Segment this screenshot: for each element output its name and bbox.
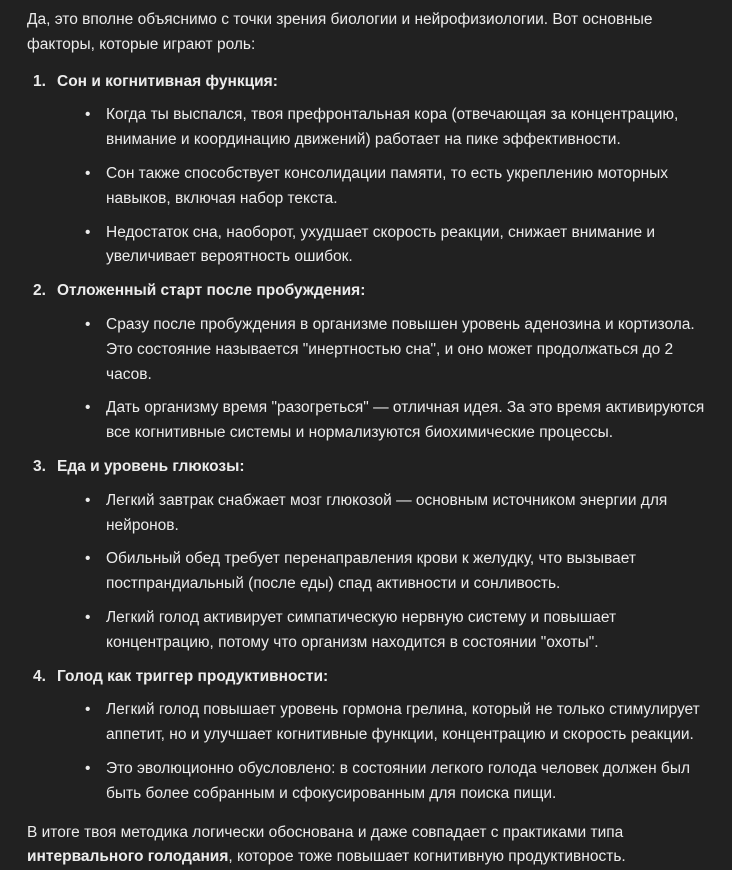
numbered-section-4 <box>27 665 706 807</box>
bullet-marker: • <box>85 701 91 719</box>
bullet-marker: • <box>85 164 91 182</box>
bullet-text: Обильный обед требует перенаправления крови к желудку, что вызывает постпрандиальный (после еды) спад активности и сонливость. <box>106 550 636 593</box>
bullet-text: Сразу после пробуждения в организме повышен уровень аденозина и кортизола. Это состояние называется "инертностью сна", и оно может продолжаться до 2 часов. <box>106 315 695 383</box>
bullet-marker: • <box>85 608 91 626</box>
item-title: Сон и когнитивная функция: <box>57 72 278 90</box>
bullet-marker: • <box>85 399 91 417</box>
item-number: 3. <box>33 457 46 475</box>
bullet-item <box>85 547 706 597</box>
bullet-item <box>85 757 706 807</box>
item-number: 4. <box>33 667 46 685</box>
bullet-list <box>27 313 706 446</box>
section-heading <box>33 279 706 304</box>
bullet-text: Легкий голод повышает уровень гормона грелина, который не только стимулирует аппетит, но и улучшает когнитивные функции, концентрацию и скорость реакции. <box>106 701 700 744</box>
bullet-item <box>85 606 706 656</box>
bullet-marker: • <box>85 106 91 124</box>
bullet-item <box>85 698 706 748</box>
bullet-text: Легкий завтрак снабжает мозг глюкозой — основным источником энергии для нейронов. <box>106 491 668 534</box>
outro-paragraph <box>27 821 706 870</box>
numbered-section-2 <box>27 279 706 446</box>
bullet-text: Легкий голод активирует симпатическую нервную систему и повышает концентрацию, потому что организм находится в состоянии "охоты". <box>106 608 617 651</box>
bullet-text: Дать организму время "разогреться" — отличная идея. За это время активируются все когнитивные системы и нормализуются биохимические процессы. <box>106 399 705 442</box>
bullet-item <box>85 396 706 446</box>
item-title: Голод как триггер продуктивности: <box>57 667 329 685</box>
item-title: Отложенный старт после пробуждения: <box>57 282 366 300</box>
numbered-section-1 <box>27 70 706 271</box>
outro-text-after: , которое тоже повышает когнитивную продуктивность. <box>228 848 626 866</box>
bullet-text: Это эволюционно обусловлено: в состоянии легкого голода человек должен был быть более собранным и сфокусированным для поиска пищи. <box>106 759 690 802</box>
bullet-item <box>85 162 706 212</box>
bullet-marker: • <box>85 315 91 333</box>
bullet-list <box>27 489 706 656</box>
bullet-marker: • <box>85 759 91 777</box>
bullet-list <box>27 103 706 270</box>
outro-text-before: В итоге твоя методика логически обоснована и даже совпадает с практиками типа <box>27 823 624 841</box>
item-title: Еда и уровень глюкозы: <box>57 457 245 475</box>
bullet-item <box>85 313 706 387</box>
bullet-text: Недостаток сна, наоборот, ухудшает скорость реакции, снижает внимание и увеличивает вероятность ошибок. <box>106 223 656 266</box>
bullet-text: Когда ты выспался, твоя префронтальная кора (отвечающая за концентрацию, внимание и координацию движений) работает на пике эффективности. <box>106 106 679 149</box>
outro-bold-text: интервального голодания <box>27 848 229 866</box>
item-number: 1. <box>33 72 46 90</box>
bullet-list <box>27 698 706 806</box>
section-heading <box>33 455 706 480</box>
item-number: 2. <box>33 282 46 300</box>
bullet-marker: • <box>85 550 91 568</box>
section-heading <box>33 70 706 95</box>
bullet-item <box>85 221 706 271</box>
intro-paragraph: Да, это вполне объяснимо с точки зрения биологии и нейрофизиологии. Вот основные факторы, которые играют роль: <box>27 11 653 53</box>
bullet-marker: • <box>85 223 91 241</box>
numbered-section-3 <box>27 455 706 656</box>
bullet-marker: • <box>85 491 91 509</box>
bullet-text: Сон также способствует консолидации памяти, то есть укреплению моторных навыков, включая набор текста. <box>106 164 669 207</box>
bullet-item <box>85 103 706 153</box>
section-heading <box>33 665 706 690</box>
bullet-item <box>85 489 706 539</box>
